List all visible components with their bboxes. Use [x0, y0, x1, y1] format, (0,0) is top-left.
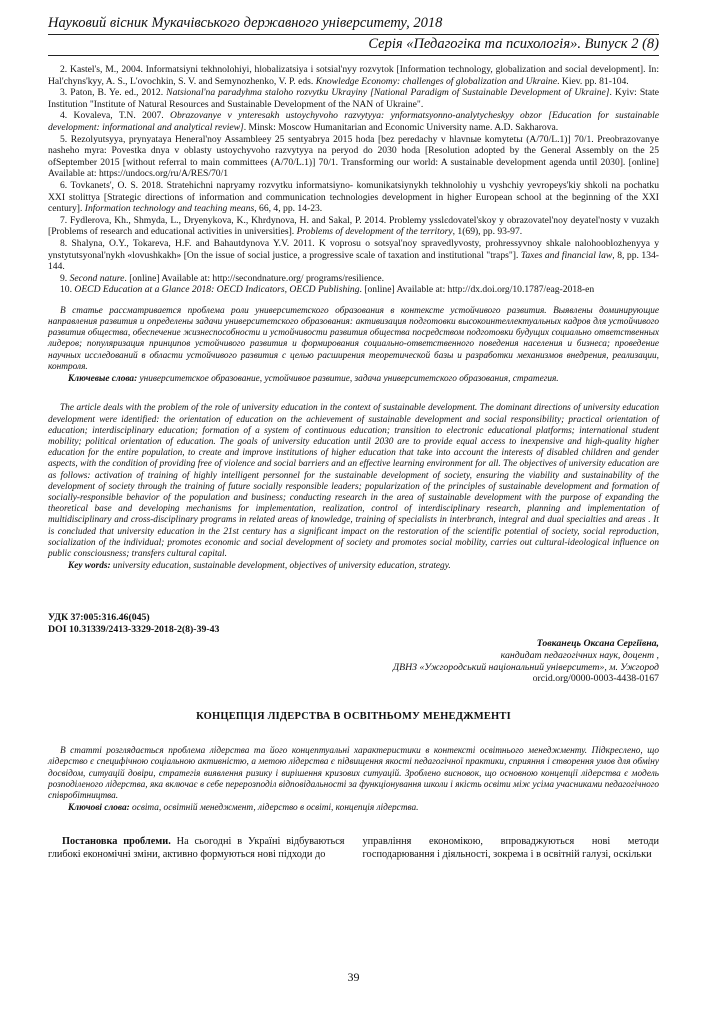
body-column-left [48, 836, 345, 861]
running-header [48, 14, 659, 56]
doi: DOI 10.31339/2413-3329-2018-2(8)-39-43 [48, 624, 220, 636]
reference-text: 5. Rezolyutsyya, prynyataya Heneral'noy Assambleey 25 sentyabrya 2015 hoda [bez peredachy v hlavnыe komytetы (A/70/L.1)] 70/1. Preobrazovanye nasheho myra: Povestka dnya v oblasty ustoychyvoho razvytyya na peryod do 2030 hoda [Resolution adopted by the General Assembly on the 25 ofSeptember 2015 [without referral to main committees (A/70/L.1)] 70/1. Transforming our world: A sustainable development agenda until 2030]. [online] Available at: https://undocs.org/ru/A/RES/70/1 [48, 133, 659, 180]
author-block [48, 638, 659, 685]
reference-text: 10. [60, 284, 75, 296]
header-rule-bottom [48, 55, 659, 56]
reference-text: 9. [60, 272, 70, 284]
keywords-ru-text: университетское образование, устойчивое развитие, задача университетского образования, стратегия. [137, 374, 559, 385]
reference-source: Second nature [69, 272, 125, 284]
page-number: 39 [347, 970, 360, 984]
reference-item [48, 64, 659, 87]
reference-source: Knowledge Economy: challenges of globalization and Ukraine [315, 75, 558, 87]
reference-item [48, 284, 659, 296]
keywords-uk [48, 803, 659, 814]
keywords-uk-text: освіта, освітній менеджмент, лідерство в освіті, концепція лідерства. [129, 803, 419, 814]
reference-text: 4. Kovaleva, T.N. 2007. [60, 110, 171, 122]
reference-tail: , 66, 4, pp. 14-23. [254, 203, 323, 215]
body-text-left: На сьогодні в Україні відбуваються глибокі економічні зміни, активно формуються нові підходи до [48, 836, 345, 860]
body-columns [48, 836, 659, 861]
abstract-ru: В статье рассматривается проблема роли университетского образования в контексте устойчивого развития. Выявлены доминирующие направления развития и определены задачи университетского образования: активизация подготовки высокоинтеллектуальных кадров для устойчивого развития общества, обеспечение жизнеспособности и устойчивости развития общества посредством подготовки будущих социально ответственных лидеров; популяризация принципов устойчивого развития и формирования социально-ответственного поведения населения и бизнеса; проведение научных исследований в области устойчивого развития с целью расширения теоретической базы и разработки механизмов внедрения, реализации, контроля. [48, 305, 659, 372]
reference-tail: , 8, pp. 134-144. [48, 249, 659, 273]
reference-item [48, 238, 659, 273]
reference-text: 3. Paton, B. Ye. ed., 2012. [60, 87, 167, 99]
reference-text: 2. Kastel's, M., 2004. Informatsiyni tekhnolohiyi, hlobalizatsiya i sotsial'nyy rozvytok [Information technology, globalization and social development]. In: Hal'chyns'kyy, A. S., L'ovochkin, S. V. and Semynozhenko, V. P. eds. [48, 64, 659, 87]
reference-item [48, 215, 659, 238]
author-name: Товканець Оксана Сергіївна, [536, 637, 659, 649]
reference-source: Obrazovanye v ynteresakh ustoychyvoho razvytyya: ynformatsyonno-analytycheskyy obzor [Education for sustainable development: informational and analytical review] [48, 110, 659, 133]
udk-code: УДК 37:005:316.46(045) [48, 612, 150, 624]
reference-source: Problems of development of the territory [296, 226, 453, 238]
author-orcid: orcid.org/0000-0003-4438-0167 [532, 673, 659, 685]
author-degree: кандидат педагогічних наук, доцент , [500, 649, 659, 661]
reference-source: Information technology and teaching means [84, 203, 255, 215]
reference-tail: . [online] Available at: http://dx.doi.org/10.1787/eag-2018-en [359, 284, 595, 296]
reference-text: 8. Shalyna, O.Y., Tokareva, H.F. and Bahautdynova Y.V. 2011. K voprosu o sotsyal'noy spravedlyvosty, prohressyvnoy shkale nalohooblozhenyya y ynstytutsyonal'nykh «lovushkakh» [On the issue of social justice, a progressive scale of taxation and institutional "traps"]. [48, 237, 659, 261]
body-column-right: управління економікою, впроваджуються нові методи господарювання і діяльності, зокрема і в освітній галузі, оскільки [362, 836, 659, 860]
keywords-en-text: university education, sustainable development, objectives of university education, strategy. [110, 561, 451, 572]
keywords-en [48, 561, 659, 572]
reference-tail: . [online] Available at: http://secondnature.org/ programs/resilience. [124, 272, 385, 284]
article-title: КОНЦЕПЦІЯ ЛІДЕРСТВА В ОСВІТНЬОМУ МЕНЕДЖМЕНТІ [196, 711, 511, 723]
reference-item [48, 134, 659, 180]
journal-title: Науковий вісник Мукачівського державного університету, 2018 [48, 15, 443, 31]
reference-tail: . Minsk: Moscow Humanitarian and Economic University name. A.D. Sakharova. [243, 121, 559, 133]
reference-source: OECD Education at a Glance 2018: OECD Indicators, OECD Publishing [74, 284, 360, 296]
reference-source: Taxes and financial law [520, 249, 613, 261]
reference-item [48, 180, 659, 215]
reference-item [48, 87, 659, 110]
section-heading: Постановка проблеми. [62, 836, 171, 848]
reference-tail: . Kiev. pp. 81-104. [557, 75, 629, 87]
series-title: Серія «Педагогіка та психологія». Випуск 2 (8) [368, 36, 659, 52]
abstract-en: The article deals with the problem of the role of university education in the context of sustainable development. The dominant directions of university education development were identified: the orientation of education on the achievement of sustainable development and social responsibility; practical orientation of education; interdisciplinary education; formation of a system of continuous education; transition to electronic educational platforms; international student mobility; political orientation of education. The goals of university education until 2030 are to provide equal access to inexpensive and high-quality higher education for the entire population, to create and improve institutions of higher education that take into account the interests of disabled children and gender aspects, with the condition of providing free of violence and social barriers and an effective learning environment for all. The objectives of university education are as follows: activation of training of highly intelligent personnel for the sustainable development of society, ensuring the viability and sustainability of the development of society through the training of future socially responsible leaders; popularization of the principles of sustainable development and formation of socially-responsible behavior of the population and business; conducting research in the area of sustainable development with the purpose of expanding the theoretical base and developing mechanisms for implementation, realization, control of interdisciplinary research, planning and implementation of multidisciplinary and cross-disciplinary programs in related areas of knowledge, training of specialists in interbranch, integral and dual specialties and areas . It is concluded that university education in the 21st century has a significant impact on the restoration of the scientific potential of society, social reproduction, socialization of the individual; promotes economic and social development of society and promotes social mobility, carries out cultural-ideological influence on public consciousness; transfers cultural capital. [48, 403, 659, 559]
author-affiliation: ДВНЗ «Ужгородський національний університет», м. Ужгород [392, 661, 659, 673]
reference-item [48, 273, 659, 285]
reference-list [48, 64, 659, 296]
keywords-uk-label: Ключові слова: [68, 803, 130, 814]
reference-text: 7. Fydlerova, Kh., Shmyda, L., Dryenykova, K., Khrdynova, H. and Sakal, P. 2014. Problemy ysslєdovatel'skoy y obrazovatel'noy deyatel'nosty v vuzakh [Problems of research and educational activities in universities]. [48, 214, 659, 238]
keywords-ru [48, 374, 659, 385]
article-meta [48, 612, 659, 636]
reference-item [48, 110, 659, 133]
keywords-en-label: Key words: [68, 561, 111, 572]
reference-tail: , 1(69), pp. 93-97. [452, 226, 523, 238]
abstract-uk: В статті розглядається проблема лідерства та його концептуальні характеристики в контексті освітнього менеджменту. Підкреслено, що лідерство є специфічною соціальною активністю, а метою лідерства є підвищення якості педагогічної практики, сприяння і створення умов для обміну досвідом, ситуацій довіри, стратегія виявлення ризику і вирішення кризових ситуацій. Зроблено висновок, що основною концепції лідерства є модель розподіленого лідерства, яка включає в себе перерозподіл відповідальності за функціонування школи і якість освіти між усіма учасниками педагогічного співробітництва. [48, 746, 659, 801]
reference-tail: . Kyiv: State Institution "Institute of Natural Resources and Sustainable Development of the NAN of Ukraine". [48, 87, 660, 110]
reference-text: 6. Tovkanets', O. S. 2018. Stratehichni napryamy rozvytku informatsiyno- komunikatsiynykh tekhnolohiy u vyshchiy yevropeys'kiy shkoli na pochatku XXI stolittya [Strategic directions of information and communication technologies development in higher European school at the beginning of the XXI century]. [48, 179, 659, 215]
keywords-ru-label: Ключевые слова: [68, 374, 138, 385]
reference-source: Natsional'na paradyhma staloho rozvytku Ukrayiny [National Paradigm of Sustainable Development of Ukraine] [166, 87, 610, 99]
